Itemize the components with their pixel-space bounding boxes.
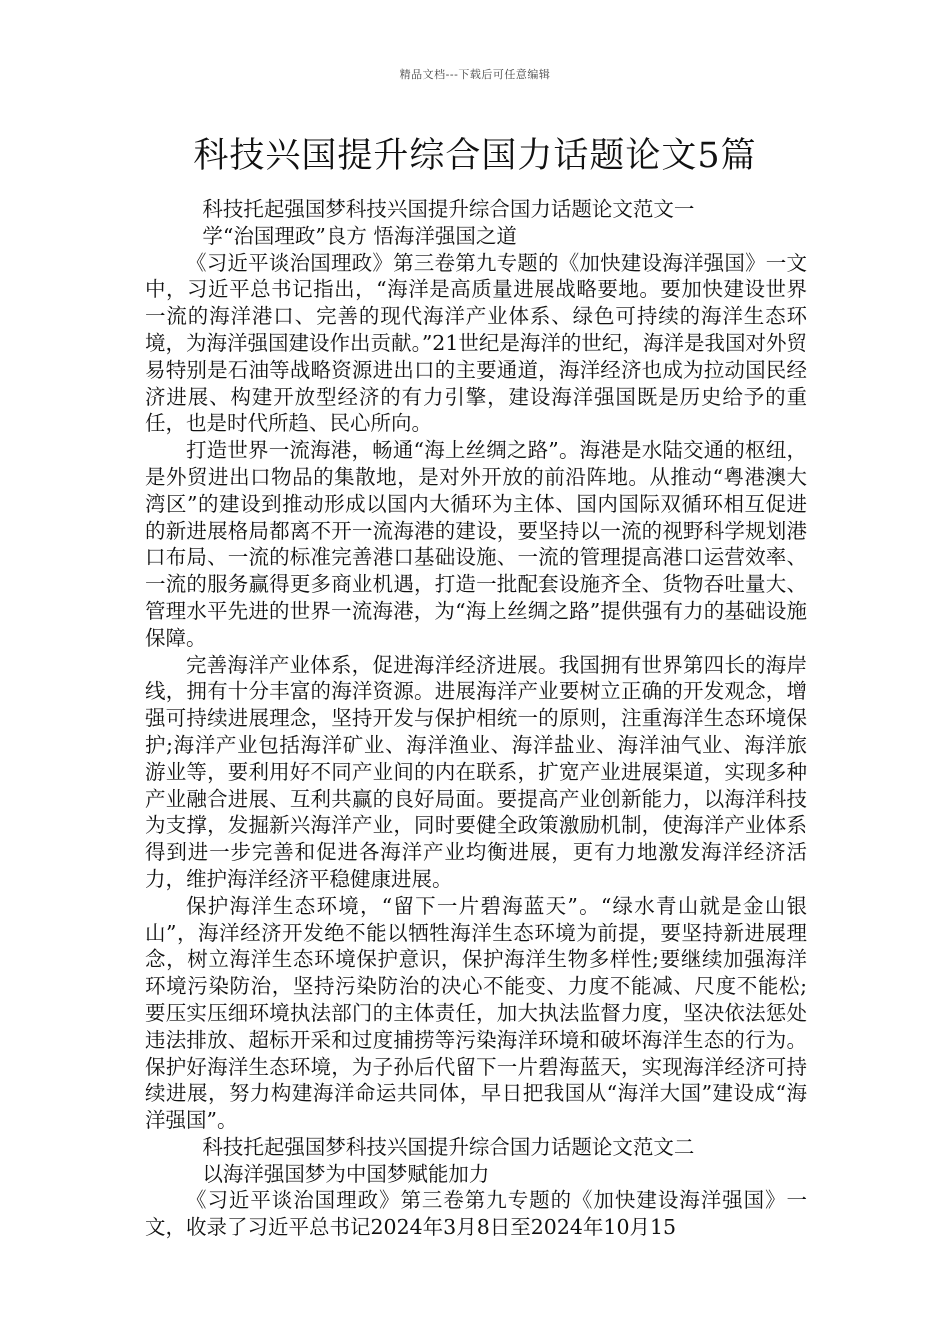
paragraph: 完善海洋产业体系，促进海洋经济进展。我国拥有世界第四长的海岸线，拥有十分丰富的海洋资源。进展海洋产业要树立正确的开发观念，增强可持续进展理念，坚持开发与保护相统一的原则，注重海洋生态环境保护;海洋产业包括海洋矿业、海洋渔业、海洋盐业、海洋油气业、海洋旅游业等，要利用好不同产业间的内在联系，扩宽产业进展渠道，实现多种产业融合进展、互利共赢的良好局面。要提高产业创新能力，以海洋科技为支撑，发掘新兴海洋产业，同时要健全政策激励机制，使海洋产业体系得到进一步完善和促进各海洋产业均衡进展，更有力地激发海洋经济活力，维护海洋经济平稳健康进展。: [145, 652, 807, 891]
paragraph: 《习近平谈治国理政》第三卷第九专题的《加快建设海洋强国》一文中，习近平总书记指出，“海洋是高质量进展战略要地。要加快建设世界一流的海洋港口、完善的现代海洋产业体系、绿色可持续的海洋生态环境，为海洋强国建设作出贡献。”21世纪是海洋的世纪，海洋是我国对外贸易特别是石油等战略资源进出口的主要通道，海洋经济也成为拉动国民经济进展、构建开放型经济的有力引擎，建设海洋强国既是历史给予的重任，也是时代所趋、民心所向。: [145, 250, 807, 436]
paragraph: 《习近平谈治国理政》第三卷第九专题的《加快建设海洋强国》一文，收录了习近平总书记2024年3月8日至2024年10月15: [145, 1188, 807, 1240]
document-title: 科技兴国提升综合国力话题论文5篇: [193, 136, 757, 176]
header-note: 精品文档---下载后可任意编辑: [399, 68, 551, 81]
subheading: 学“治国理政”良方 悟海洋强国之道: [202, 223, 517, 248]
subheading: 科技托起强国梦科技兴国提升综合国力话题论文范文二: [202, 1134, 695, 1159]
subheading: 以海洋强国梦为中国梦赋能加力: [202, 1161, 490, 1186]
paragraph: 保护海洋生态环境，“留下一片碧海蓝天”。“绿水青山就是金山银山”，海洋经济开发绝不能以牺牲海洋生态环境为前提，要坚持新进展理念，树立海洋生态环境保护意识，保护海洋生物多样性;要继续加强海洋环境污染防治，坚持污染防治的决心不能变、力度不能减、尺度不能松;要压实压细环境执法部门的主体责任，加大执法监督力度，坚决依法惩处违法排放、超标开采和过度捕捞等污染海洋环境和破坏海洋生态的行为。保护好海洋生态环境，为子孙后代留下一片碧海蓝天，实现海洋经济可持续进展，努力构建海洋命运共同体，早日把我国从“海洋大国”建设成“海洋强国”。: [145, 893, 807, 1133]
document-body: [145, 196, 807, 1241]
paragraph: 打造世界一流海港，畅通“海上丝绸之路”。海港是水陆交通的枢纽，是外贸进出口物品的集散地，是对外开放的前沿阵地。从推动“粤港澳大湾区”的建设到推动形成以国内大循环为主体、国内国际双循环相互促进的新进展格局都离不开一流海港的建设，要坚持以一流的视野科学规划港口布局、一流的标准完善港口基础设施、一流的管理提高港口运营效率、一流的服务赢得更多商业机遇，打造一批配套设施齐全、货物吞吐量大、管理水平先进的世界一流海港，为“海上丝绸之路”提供强有力的基础设施保障。: [145, 438, 807, 650]
subheading: 科技托起强国梦科技兴国提升综合国力话题论文范文一: [202, 197, 695, 221]
